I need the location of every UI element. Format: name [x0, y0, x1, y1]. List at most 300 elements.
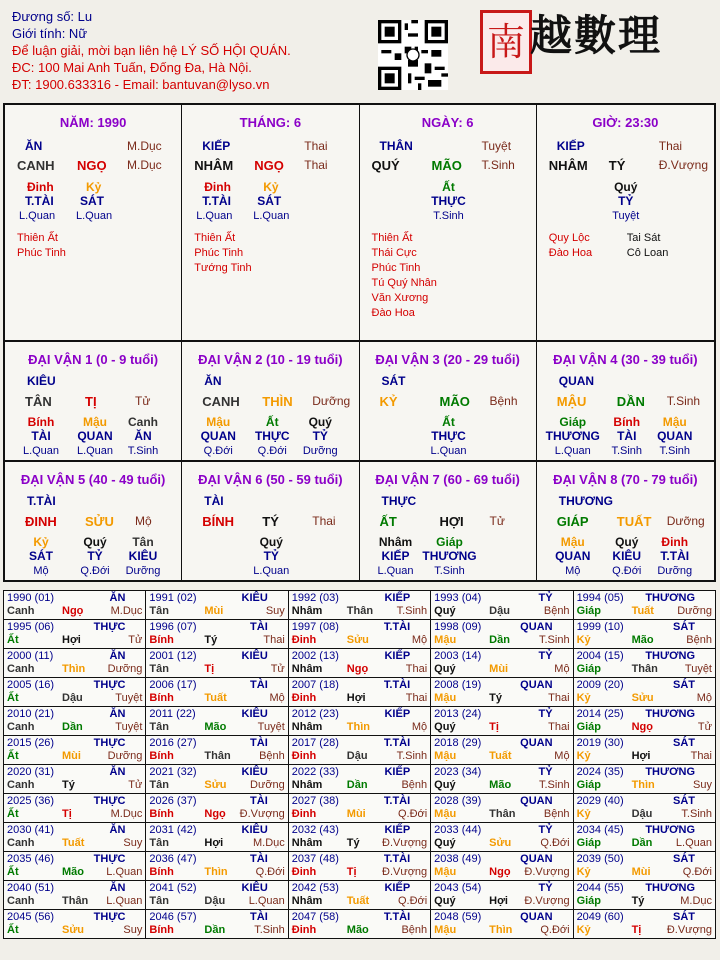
pillar-4: [537, 105, 714, 340]
year-cell[interactable]: [288, 794, 430, 823]
dai-van-title: ĐẠI VẬN 8 (70 - 79 tuổi): [553, 472, 698, 487]
year-stem: Nhâm: [291, 895, 323, 907]
year-branch: Tị: [204, 663, 215, 675]
year-stem: Mậu: [434, 866, 457, 878]
year-cell[interactable]: [431, 649, 573, 678]
dai-van-hidden-god: TÀI: [31, 429, 51, 443]
dai-van-hidden: Quý: [83, 535, 107, 549]
dai-van-branch: THÌN: [262, 394, 293, 409]
year-label: 2000 (11): [7, 650, 54, 662]
hidden-stem-1: Đinh: [27, 180, 54, 194]
year-cell[interactable]: [573, 794, 715, 823]
dai-van-branch: TÝ: [262, 514, 279, 529]
year-cell[interactable]: [573, 678, 715, 707]
year-branch: Ngọ: [346, 663, 369, 675]
dai-van-hidden-stage: L.Quan: [554, 445, 591, 457]
year-stem: Nhâm: [291, 837, 323, 849]
dai-van-dai_van_bottom-2: [182, 462, 359, 580]
year-cell[interactable]: [431, 620, 573, 649]
dai-van-god: KIÊU: [27, 374, 56, 388]
year-god: T.TÀI: [383, 621, 411, 633]
qr-code-icon[interactable]: [378, 20, 448, 90]
dai-van-hidden-god: QUAN: [555, 549, 591, 563]
year-cell[interactable]: [288, 765, 430, 794]
year-branch: Dậu: [346, 750, 368, 762]
year-stem: Canh: [7, 663, 35, 675]
year-branch: Mão: [204, 721, 227, 733]
year-cell[interactable]: [573, 591, 715, 620]
year-stage: Dưỡng: [107, 663, 143, 675]
year-cell[interactable]: [146, 852, 288, 881]
dai-van-title: ĐẠI VẬN 2 (10 - 19 tuổi): [198, 352, 343, 367]
year-cell[interactable]: [4, 707, 146, 736]
year-god: TỶ: [538, 882, 553, 894]
year-stage: Thai: [690, 750, 712, 762]
dai-van-hidden-god: THỰC: [431, 429, 466, 443]
year-label: 2049 (60): [576, 911, 624, 923]
year-label: 2008 (19): [434, 679, 482, 691]
year-cell[interactable]: [288, 678, 430, 707]
year-stage: L.Quan: [248, 895, 285, 907]
year-label: 2011 (22): [149, 708, 196, 720]
year-cell[interactable]: [288, 620, 430, 649]
year-god: T.TÀI: [383, 795, 411, 807]
year-branch: Tý: [346, 837, 360, 849]
year-branch: Dần: [346, 779, 368, 791]
year-stage: Tuyệt: [257, 721, 285, 733]
star-right-2: Cô Loan: [626, 247, 669, 259]
year-god: THƯƠNG: [645, 592, 695, 604]
dai-van-god: T.TÀI: [27, 494, 56, 508]
dai-van-branch: SỬU: [85, 514, 114, 529]
year-cell[interactable]: [4, 649, 146, 678]
year-god: T.TÀI: [383, 853, 411, 865]
year-branch: Mùi: [631, 866, 651, 878]
red-seal-stamp: 南: [480, 10, 532, 74]
year-stem: Tân: [149, 837, 169, 849]
year-label: 2022 (33): [291, 766, 339, 778]
pillar-title: NGÀY: 6: [421, 115, 474, 130]
year-cell[interactable]: [146, 823, 288, 852]
year-stage: Đ.Vượng: [524, 866, 570, 878]
pillar-stem: QUÝ: [371, 158, 400, 173]
year-branch: Ngọ: [204, 808, 226, 820]
year-god: KIÊU: [241, 592, 268, 604]
year-label: 2028 (39): [434, 795, 482, 807]
pillar-3: [360, 105, 537, 340]
year-stage: Tử: [697, 721, 712, 733]
year-branch: Sửu: [346, 634, 369, 646]
year-god: TỶ: [538, 650, 553, 662]
year-god: THỰC: [93, 621, 126, 633]
year-stem: Giáp: [576, 605, 602, 617]
gioi-tinh: Giới tính: Nữ: [12, 26, 88, 41]
year-branch: Tý: [631, 895, 645, 907]
year-cell[interactable]: [146, 736, 288, 765]
year-cell[interactable]: [431, 852, 573, 881]
year-cell[interactable]: [4, 910, 146, 939]
year-stem: Canh: [7, 895, 35, 907]
year-label: 2021 (32): [149, 766, 197, 778]
year-stage: M.Dục: [110, 808, 143, 820]
year-cell[interactable]: [431, 794, 573, 823]
year-cell[interactable]: [4, 794, 146, 823]
year-god: ĂN: [109, 708, 126, 720]
dai-van-hidden: Mậu: [206, 415, 231, 429]
year-stage: Đ.Vượng: [382, 837, 428, 849]
hidden-god-1: T.TÀI: [25, 194, 54, 208]
pillar-title: GIỜ: 23:30: [592, 115, 659, 130]
dai-van-title: ĐẠI VẬN 6 (50 - 59 tuổi): [198, 472, 343, 487]
year-cell[interactable]: [573, 620, 715, 649]
year-god: KIÊU: [241, 708, 268, 720]
dai-van-stem: BÍNH: [202, 514, 235, 529]
year-label: 2031 (42): [149, 824, 197, 836]
year-god: ĂN: [109, 766, 126, 778]
dai-van-dai_van_top-1: [5, 342, 182, 460]
year-stem: Kỷ: [576, 924, 591, 936]
hidden-stem-2: Kỷ: [263, 180, 279, 194]
dai-van-god: THỰC: [381, 494, 417, 508]
year-branch: Tị: [489, 721, 499, 733]
year-stage: Tuyệt: [115, 721, 143, 733]
phone-email-line: ĐT: 1900.633316 - Email: bantuvan@lyso.vn: [12, 77, 270, 92]
dai-van-title: ĐẠI VẬN 5 (40 - 49 tuổi): [20, 472, 166, 487]
year-stem: Ất: [7, 750, 19, 762]
year-stem: Giáp: [576, 895, 602, 907]
year-stage: Thai: [405, 692, 428, 704]
year-cell[interactable]: [573, 707, 715, 736]
dai-van-dai_van_bottom-3: [360, 462, 537, 580]
pillar-stem: NHÂM: [194, 158, 234, 173]
dai-van-stage-top: T.Sinh: [666, 394, 701, 408]
year-god: KIẾP: [384, 882, 411, 894]
dai-van-branch: TỊ: [85, 394, 97, 409]
year-cell[interactable]: [288, 591, 430, 620]
year-stem: Giáp: [576, 721, 602, 733]
year-cell[interactable]: [431, 823, 573, 852]
dai-van-hidden-god: T.TÀI: [660, 549, 690, 563]
dai-van-hidden-stage: Q.Đới: [80, 565, 110, 577]
year-stem: Tân: [149, 605, 169, 617]
year-branch: Thìn: [62, 663, 86, 675]
year-cell[interactable]: [4, 765, 146, 794]
year-cell[interactable]: [573, 823, 715, 852]
hidden-god-1: THỰC: [431, 194, 466, 208]
year-cell[interactable]: [146, 881, 288, 910]
year-label: 2020 (31): [7, 766, 55, 778]
year-label: 1999 (10): [576, 621, 624, 633]
dai-van-hidden-stage: Dưỡng: [125, 565, 161, 577]
year-stem: Quý: [434, 721, 456, 733]
year-cell[interactable]: [573, 910, 715, 939]
year-cell[interactable]: [146, 649, 288, 678]
year-label: 2003 (14): [434, 650, 482, 662]
dai-van-hidden-stage: Dưỡng: [302, 445, 338, 457]
dai-van-hidden: Bính: [27, 415, 55, 429]
year-stage: Q.Đới: [397, 808, 428, 820]
hidden-stem-1: Đinh: [204, 180, 231, 194]
year-branch: Thân: [204, 750, 231, 762]
dai-van-hidden-god: TỶ: [263, 549, 279, 563]
year-branch: Ngọ: [62, 605, 84, 617]
year-label: 1997 (08): [291, 621, 339, 633]
hidden-stem-1: Ất: [442, 180, 455, 194]
dai-van-hidden: Quý: [615, 535, 639, 549]
year-stage: Thai: [548, 721, 570, 733]
year-cell[interactable]: [573, 765, 715, 794]
year-branch: Tý: [489, 692, 503, 704]
dai-van-god: SÁT: [381, 374, 406, 388]
year-cell[interactable]: [288, 707, 430, 736]
year-cell[interactable]: [431, 881, 573, 910]
year-branch: Tuất: [204, 692, 227, 704]
dai-van-hidden-god: KIÊU: [128, 549, 158, 563]
dai-van-title: ĐẠI VẬN 1 (0 - 9 tuổi): [28, 352, 159, 367]
star-1: Thiên Ất: [371, 232, 413, 244]
dai-van-stage-top: Tử: [489, 514, 505, 528]
year-stem: Mậu: [434, 692, 457, 704]
year-cell[interactable]: [431, 736, 573, 765]
year-label: 2034 (45): [576, 824, 624, 836]
year-god: QUAN: [520, 853, 553, 865]
year-cell[interactable]: [431, 910, 573, 939]
year-cell[interactable]: [431, 765, 573, 794]
dai-van-dai_van_top-2: [182, 342, 359, 460]
year-cell[interactable]: [288, 736, 430, 765]
dai-van-hidden: Bính: [613, 415, 641, 429]
dai-van-stem: KỶ: [379, 394, 398, 409]
year-stem: Kỷ: [576, 634, 591, 646]
year-branch: Dậu: [62, 692, 83, 704]
year-branch: Tuất: [489, 750, 512, 762]
year-stem: Đinh: [291, 692, 317, 704]
hidden-god-2: SÁT: [257, 194, 282, 208]
year-cell[interactable]: [146, 910, 288, 939]
year-cell[interactable]: [4, 678, 146, 707]
year-branch: Dần: [204, 924, 226, 936]
year-cell[interactable]: [4, 881, 146, 910]
year-stage: M.Dục: [110, 605, 143, 617]
year-label: 2004 (15): [576, 650, 624, 662]
year-branch: Thân: [62, 895, 89, 907]
year-god: THỰC: [93, 911, 126, 923]
year-god: TÀI: [250, 853, 268, 865]
year-stage: Bệnh: [543, 808, 570, 820]
year-stem: Đinh: [291, 808, 317, 820]
year-branch: Tị: [346, 866, 357, 878]
year-branch: Thìn: [489, 924, 513, 936]
year-stem: Tân: [149, 721, 169, 733]
year-cell[interactable]: [146, 591, 288, 620]
dai-van-hidden-stage: Mộ: [33, 565, 49, 577]
year-label: 2046 (57): [149, 911, 197, 923]
year-cell[interactable]: [146, 794, 288, 823]
year-stem: Quý: [434, 779, 456, 791]
dai-van-hidden: Giáp: [559, 415, 587, 429]
dai-van-hidden-god: QUAN: [77, 429, 113, 443]
year-god: QUAN: [520, 795, 553, 807]
year-stage: Suy: [265, 605, 285, 617]
year-god: SÁT: [673, 795, 695, 807]
year-label: 2017 (28): [291, 737, 339, 749]
dai-van-hidden-god: SÁT: [29, 549, 53, 563]
year-stage: T.Sinh: [538, 634, 570, 646]
year-stage: M.Dục: [253, 837, 285, 849]
year-cell[interactable]: [288, 649, 430, 678]
year-branch: Ngọ: [631, 721, 653, 733]
year-branch: Mão: [631, 634, 654, 646]
year-label: 2032 (43): [291, 824, 339, 836]
star-1: Thiên Ất: [194, 232, 236, 244]
year-stage: Q.Đới: [540, 924, 570, 936]
pillar-branch: NGỌ: [254, 158, 284, 173]
year-cell[interactable]: [4, 620, 146, 649]
year-stem: Nhâm: [291, 605, 323, 617]
year-god: KIÊU: [241, 766, 268, 778]
year-branch: Thân: [346, 605, 374, 617]
year-stage: Mộ: [554, 750, 570, 762]
year-cell[interactable]: [146, 620, 288, 649]
year-stage: Tử: [128, 779, 143, 791]
year-stem: Tân: [149, 895, 169, 907]
star-2: Phúc Tinh: [194, 247, 244, 259]
year-branch: Dậu: [631, 808, 653, 820]
year-stage: Đ.Vượng: [239, 808, 285, 820]
year-branch: Dậu: [489, 605, 510, 617]
duong-so: Đương số: Lu: [12, 9, 93, 24]
year-stem: Mậu: [434, 634, 457, 646]
dai-van-branch: MÃO: [439, 394, 470, 409]
dai-van-hidden-god: ĂN: [134, 429, 152, 443]
year-god: QUAN: [520, 621, 553, 633]
year-cell[interactable]: [288, 823, 430, 852]
hidden-stage-1: T.Sinh: [433, 210, 464, 222]
year-stage: Tuyệt: [115, 692, 143, 704]
year-cell[interactable]: [4, 852, 146, 881]
year-stage: Suy: [123, 837, 143, 849]
year-cell[interactable]: [431, 678, 573, 707]
dai-van-row-1: [3, 342, 716, 462]
year-stem: Quý: [434, 895, 456, 907]
year-cell[interactable]: [288, 910, 430, 939]
year-stem: Đinh: [291, 750, 317, 762]
year-stem: Đinh: [291, 924, 317, 936]
year-cell[interactable]: [4, 736, 146, 765]
year-branch: Hợi: [204, 837, 224, 849]
year-stem: Kỷ: [576, 866, 591, 878]
hidden-stage-1: Tuyệt: [612, 210, 640, 222]
year-cell[interactable]: [146, 678, 288, 707]
year-god: ĂN: [109, 824, 126, 836]
year-cell[interactable]: [573, 852, 715, 881]
year-cell[interactable]: [146, 765, 288, 794]
year-stem: Giáp: [576, 837, 602, 849]
dai-van-stem: CANH: [202, 394, 240, 409]
star-left-1: Quy Lộc: [548, 232, 590, 244]
year-branch: Sửu: [489, 837, 512, 849]
star-2: Phúc Tinh: [17, 247, 66, 259]
dai-van-dai_van_top-4: [537, 342, 714, 460]
year-stage: Mộ: [411, 721, 428, 733]
dai-van-hidden-stage: T.Sinh: [434, 565, 465, 577]
year-cell[interactable]: [288, 852, 430, 881]
header-info: [12, 8, 291, 93]
contact-line: Để luận giải, mời bạn liên hệ LÝ SỐ HỘI QUÁN.: [12, 43, 291, 58]
dai-van-hidden-god: THỰC: [254, 429, 290, 443]
year-branch: Mùi: [346, 808, 366, 820]
dai-van-stem: ĐINH: [25, 514, 57, 529]
star-left-2: Đào Hoa: [548, 247, 593, 259]
pillar-branch: TÝ: [608, 158, 626, 173]
year-stage: T.Sinh: [681, 808, 712, 820]
year-cell[interactable]: [4, 823, 146, 852]
year-label: 1993 (04): [434, 592, 482, 604]
pillar-ten-god: KIẾP: [556, 139, 585, 153]
year-cell[interactable]: [4, 591, 146, 620]
year-label: 1994 (05): [576, 592, 624, 604]
star-1: Thiên Ất: [17, 232, 58, 244]
year-stem: Canh: [7, 721, 35, 733]
year-god: TÀI: [250, 621, 268, 633]
year-stem: Ất: [7, 634, 19, 646]
year-stem: Bính: [149, 750, 174, 762]
year-label: 2001 (12): [149, 650, 197, 662]
year-branch: Thân: [489, 808, 516, 820]
dai-van-hidden: Mậu: [83, 415, 107, 429]
year-stem: Kỷ: [576, 808, 591, 820]
year-god: KIẾP: [384, 766, 411, 778]
year-god: T.TÀI: [383, 737, 411, 749]
hidden-stage-2: L.Quan: [76, 210, 113, 222]
dai-van-hidden-god: TỶ: [87, 549, 103, 563]
year-cell[interactable]: [573, 649, 715, 678]
year-cell[interactable]: [146, 707, 288, 736]
year-cell[interactable]: [431, 591, 573, 620]
pillar-branch-stage: Đ.Vượng: [658, 158, 709, 172]
year-branch: Tị: [631, 924, 642, 936]
year-label: 2030 (41): [7, 824, 55, 836]
year-branch: Mùi: [489, 663, 509, 675]
year-cell[interactable]: [573, 881, 715, 910]
year-label: 2029 (40): [576, 795, 624, 807]
year-god: KIẾP: [384, 824, 411, 836]
year-god: SÁT: [673, 911, 695, 923]
pillar-branch-stage: Thai: [304, 158, 328, 172]
year-god: TÀI: [250, 795, 268, 807]
dai-van-branch: DẦN: [616, 394, 645, 409]
dai-van-hidden-stage: L.Quan: [76, 445, 114, 457]
dai-van-branch: TUẤT: [616, 514, 652, 529]
year-stage: Bệnh: [543, 605, 570, 617]
year-cell[interactable]: [431, 707, 573, 736]
year-branch: Dậu: [204, 895, 226, 907]
year-cell[interactable]: [573, 736, 715, 765]
year-stem: Bính: [149, 634, 174, 646]
dai-van-god: ĂN: [204, 374, 222, 388]
year-cell[interactable]: [288, 881, 430, 910]
year-stem: Ất: [7, 808, 19, 820]
year-stem: Quý: [434, 605, 456, 617]
year-label: 2016 (27): [149, 737, 197, 749]
dai-van-stage-top: Dưỡng: [666, 514, 705, 528]
year-label: 2041 (52): [149, 882, 197, 894]
hidden-stage-1: L.Quan: [196, 210, 233, 222]
year-stage: Q.Đới: [397, 895, 428, 907]
year-stem: Ất: [7, 692, 19, 704]
year-god: QUAN: [520, 737, 553, 749]
dai-van-hidden: Quý: [308, 415, 332, 429]
